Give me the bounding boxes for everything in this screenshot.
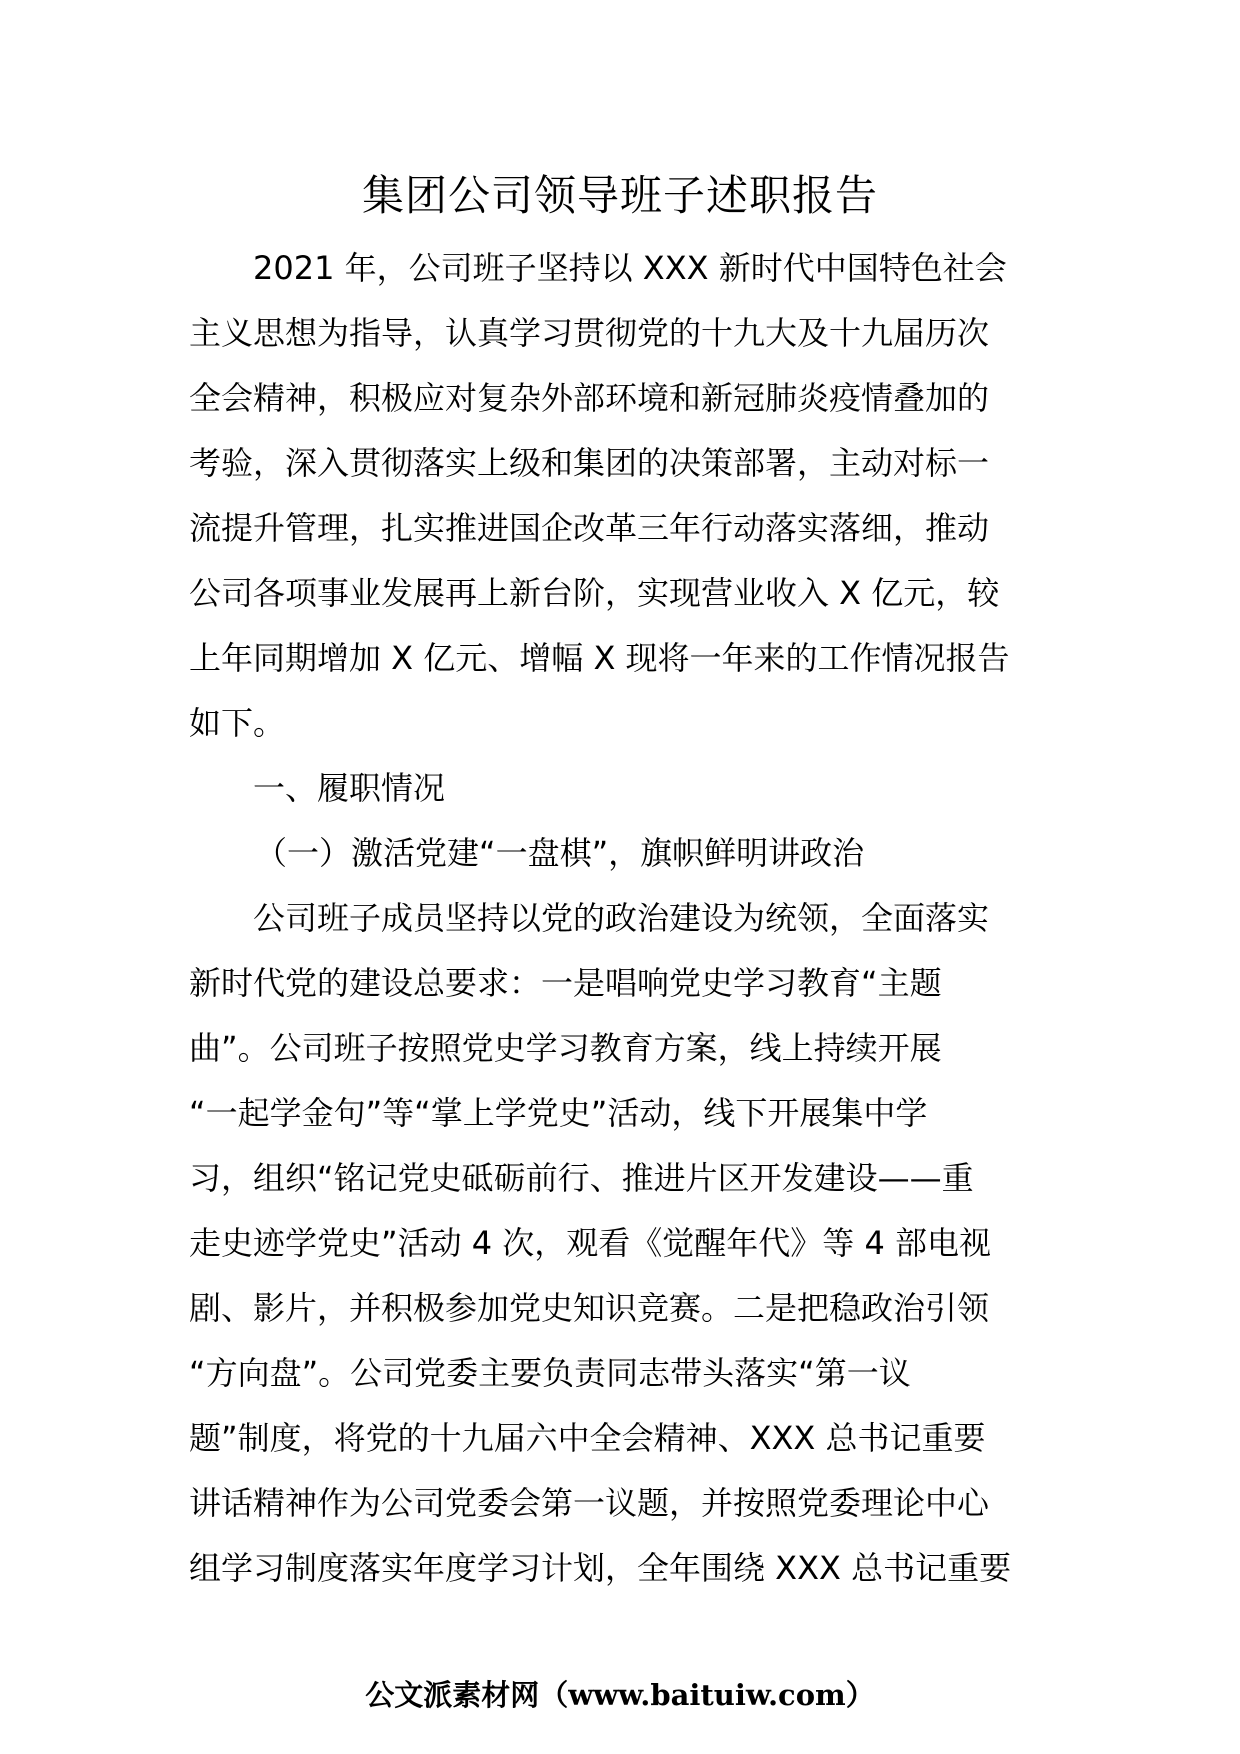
body-line: 剧、影片，并积极参加党史知识竞赛。二是把稳政治引领 bbox=[189, 1289, 990, 1327]
body-line: “方向盘”。公司党委主要负责同志带头落实“第一议 bbox=[189, 1354, 911, 1392]
subsection-heading: （一）激活党建“一盘棋”，旗帜鲜明讲政治 bbox=[255, 834, 865, 872]
body-line: 组学习制度落实年度学习计划，全年围绕 XXX 总书记重要 bbox=[189, 1549, 1012, 1587]
body-line: 新时代党的建设总要求：一是唱响党史学习教育“主题 bbox=[189, 964, 942, 1002]
body-line: 如下。 bbox=[189, 704, 286, 742]
body-line: “一起学金句”等“掌上学党史”活动，线下开展集中学 bbox=[189, 1094, 928, 1132]
body-line: 考验，深入贯彻落实上级和集团的决策部署，主动对标一 bbox=[189, 444, 990, 482]
body-line: 2021 年，公司班子坚持以 XXX 新时代中国特色社会 bbox=[253, 249, 1007, 287]
body-line: 习，组织“铭记党史砥砺前行、推进片区开发建设——重 bbox=[189, 1159, 974, 1197]
footer-watermark: 公文派素材网（www.baituiw.com） bbox=[365, 1678, 875, 1712]
body-line: 讲话精神作为公司党委会第一议题，并按照党委理论中心 bbox=[189, 1484, 990, 1522]
body-line: 全会精神，积极应对复杂外部环境和新冠肺炎疫情叠加的 bbox=[189, 379, 990, 417]
body-line: 主义思想为指导，认真学习贯彻党的十九大及十九届历次 bbox=[189, 314, 990, 352]
document-title: 集团公司领导班子述职报告 bbox=[361, 171, 878, 220]
body-line: 上年同期增加 X 亿元、增幅 X 现将一年来的工作情况报告 bbox=[189, 639, 1010, 677]
body-line: 公司班子成员坚持以党的政治建设为统领，全面落实 bbox=[253, 899, 990, 937]
body-line: 曲”。公司班子按照党史学习教育方案，线上持续开展 bbox=[189, 1029, 942, 1067]
section-heading: 一、履职情况 bbox=[253, 769, 446, 807]
body-line: 流提升管理，扎实推进国企改革三年行动落实落细，推动 bbox=[189, 509, 990, 547]
body-line: 走史迹学党史”活动 4 次，观看《觉醒年代》等 4 部电视 bbox=[189, 1224, 991, 1262]
body-line: 题”制度，将党的十九届六中全会精神、XXX 总书记重要 bbox=[189, 1419, 986, 1457]
document-body bbox=[189, 236, 1061, 1601]
body-line: 公司各项事业发展再上新台阶，实现营业收入 X 亿元，较 bbox=[189, 574, 1000, 612]
